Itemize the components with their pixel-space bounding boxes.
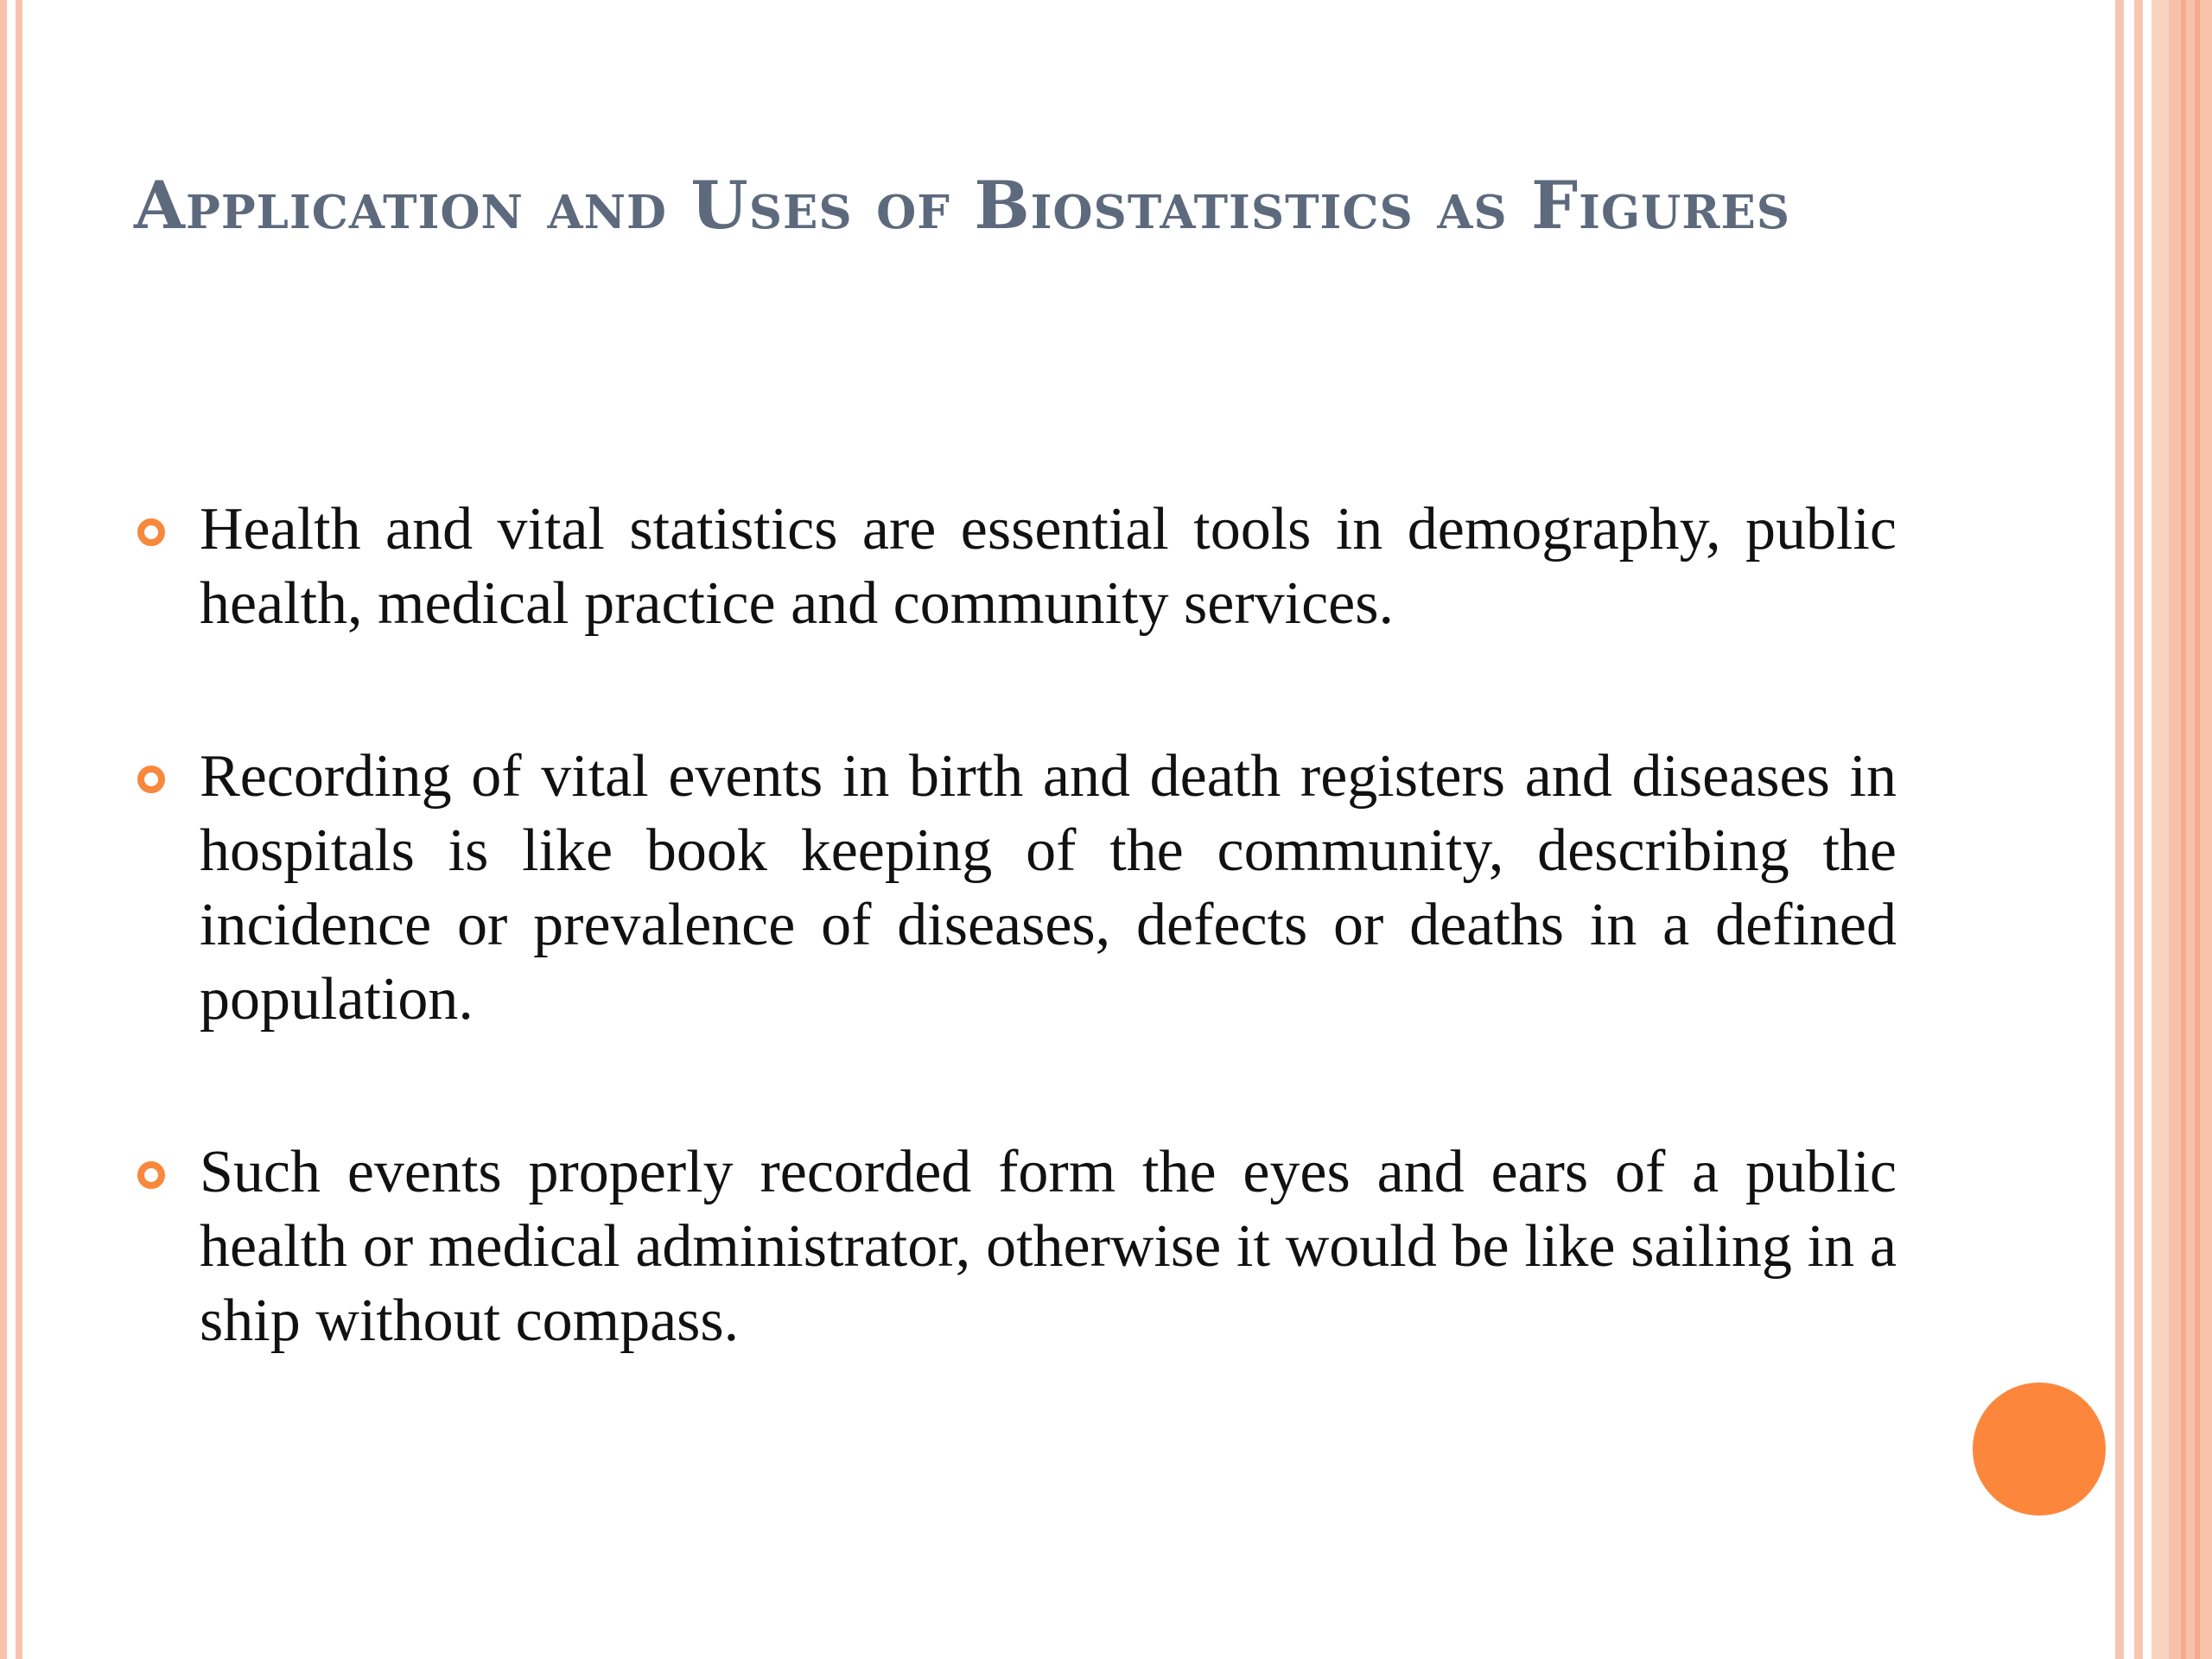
right-stripe xyxy=(2115,0,2124,1659)
ring-bullet-icon xyxy=(137,1161,165,1189)
right-stripe xyxy=(2195,0,2200,1659)
list-item xyxy=(134,1135,1897,1358)
slide-title: Application and Uses of Biostatistics as Figures xyxy=(134,167,1791,244)
right-stripe xyxy=(2134,0,2143,1659)
ring-bullet-icon xyxy=(137,518,165,546)
list-item xyxy=(134,740,1897,1037)
right-stripe xyxy=(2181,0,2186,1659)
decorative-circle-icon xyxy=(1973,1382,2106,1516)
bullet-text: Health and vital statistics are essential tools in demography, public health, medical practice and community services. xyxy=(200,496,1897,637)
right-stripe xyxy=(2152,0,2169,1659)
left-border-line-inner xyxy=(16,0,22,1659)
right-stripe xyxy=(2169,0,2212,1659)
left-border-line xyxy=(0,0,7,1659)
bullet-list xyxy=(134,493,1897,1457)
bullet-text: Such events properly recorded form the eyes and ears of a public health or medical administrator, otherwise it would be like sailing in a ship without compass. xyxy=(200,1139,1897,1354)
ring-bullet-icon xyxy=(137,766,165,793)
list-item xyxy=(134,493,1897,641)
bullet-text: Recording of vital events in birth and death registers and diseases in hospitals is like book keeping of the community, describing the incidence or prevalence of diseases, defects or deaths in a defined population. xyxy=(200,743,1897,1033)
